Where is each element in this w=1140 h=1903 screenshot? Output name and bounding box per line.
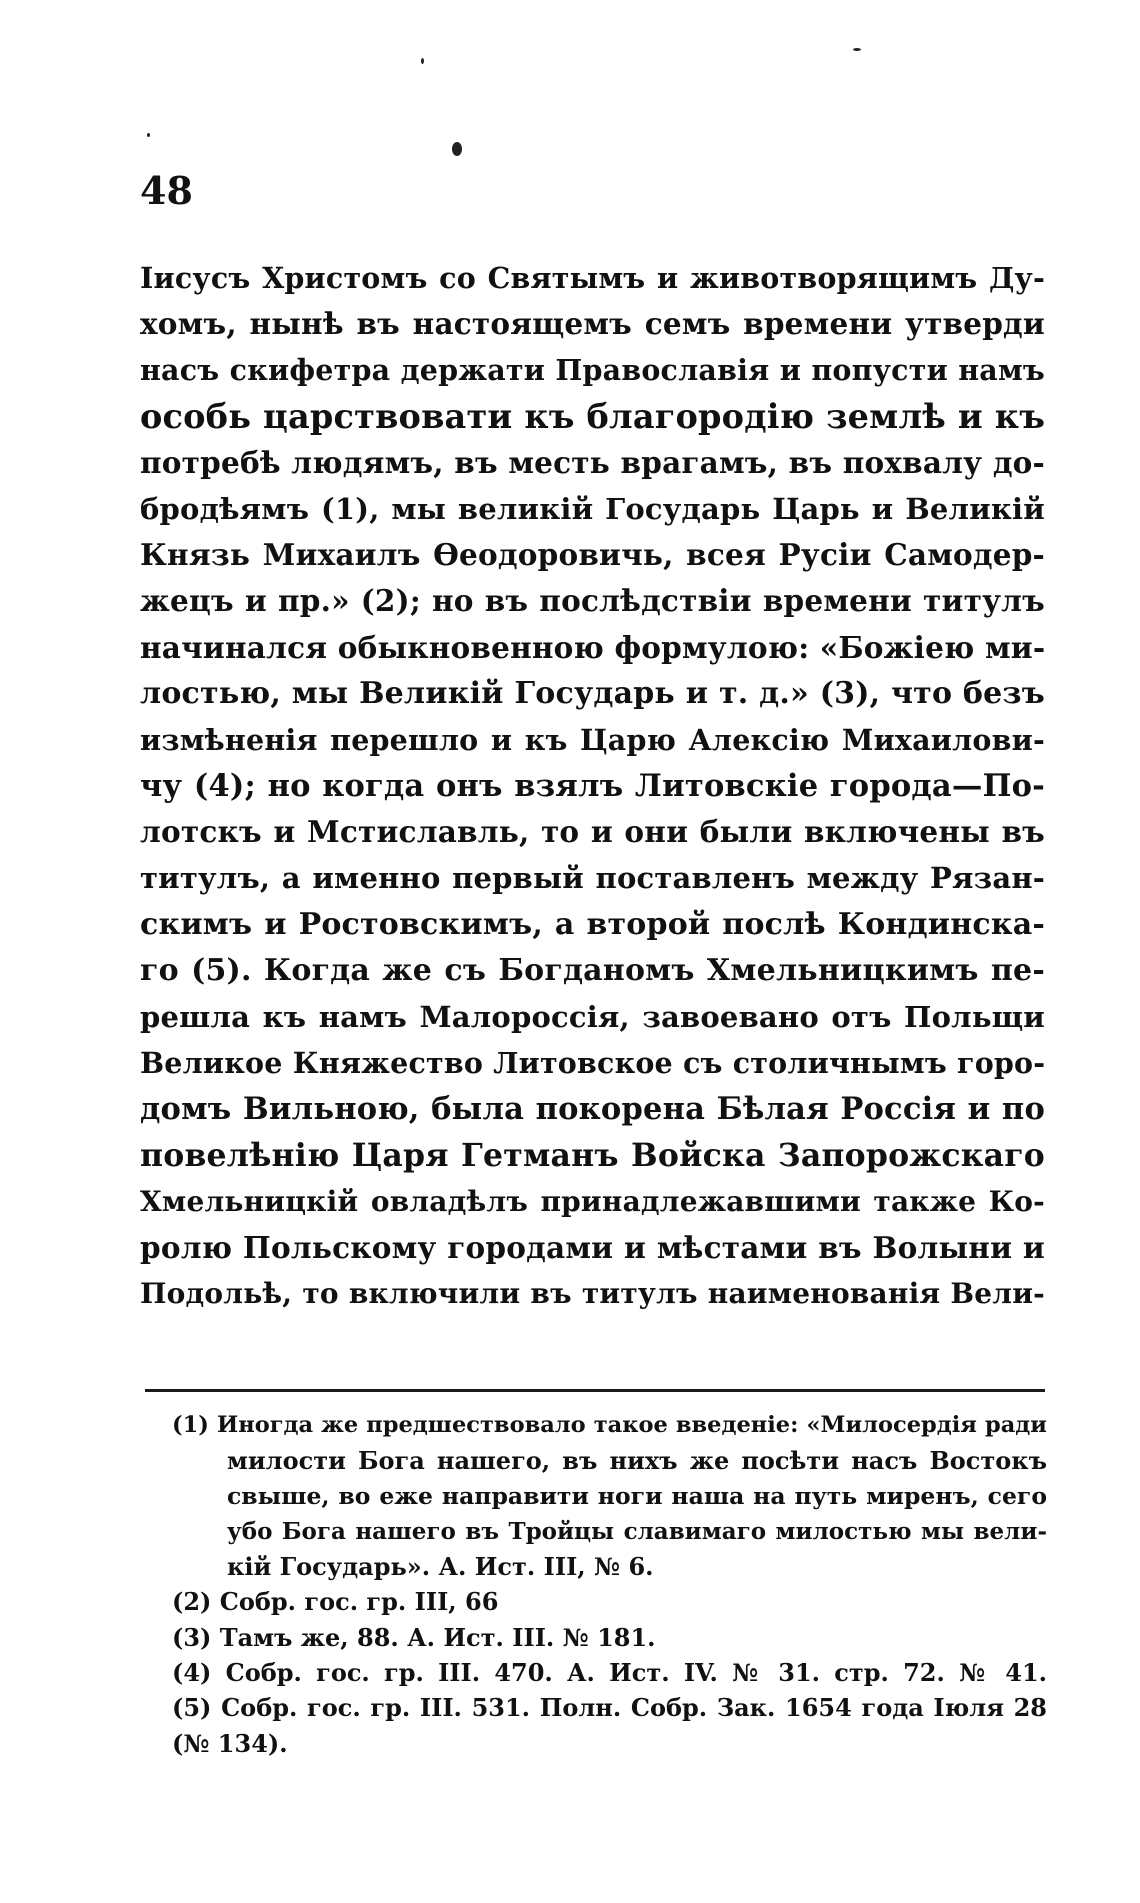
text-line: жецъ и пр.» (2); но въ послѣдствіи времени титулъ [140, 583, 1045, 619]
footnote-4: (4) Собр. гос. гр. III. 470. А. Ист. IV. № 31. стр. 72. № 41. [172, 1658, 1047, 1688]
footnote-1: (1) Иногда же предшествовало такое введеніе: «Милосердія ради [172, 1412, 1047, 1438]
footnote-1-continuation: милости Бога нашего, въ нихъ же посѣти насъ Востокъ [227, 1446, 1047, 1476]
scan-speck [147, 133, 150, 137]
text-line: начинался обыкновенною формулою: «Божіею ми- [140, 629, 1046, 665]
text-line: домъ Вильною, была покорена Бѣлая Россія и по [140, 1091, 1045, 1128]
text-line: лотскъ и Мстиславль, то и они были включены въ [140, 814, 1045, 850]
scan-speck [452, 142, 462, 156]
text-line: го (5). Когда же съ Богданомъ Хмельницкимъ пе- [140, 952, 1045, 988]
text-line: бродѣямъ (1), мы великій Государь Царь и Великій [140, 491, 1045, 526]
footnote-1-continuation: кій Государь». А. Ист. III, № 6. [227, 1552, 654, 1582]
text-line: повелѣнію Царя Гетманъ Войска Запорожскаго [140, 1136, 1045, 1174]
text-line: Хмельницкій овладѣлъ принадлежавшими также Ко- [140, 1184, 1045, 1218]
text-line: титулъ, а именно первый поставленъ между Рязан- [140, 861, 1045, 896]
text-line: лостью, мы Великій Государь и т. д.» (3), что безъ [140, 675, 1045, 711]
footnote-3: (3) Тамъ же, 88. А. Ист. III. № 181. [172, 1622, 656, 1652]
text-line: измѣненія перешло и къ Царю Алексію Михаилови- [140, 722, 1045, 757]
text-line: чу (4); но когда онъ взялъ Литовскіе города—По- [140, 768, 1045, 805]
main-text [140, 255, 1045, 1317]
text-line: ролю Польскому городами и мѣстами въ Волыни и [140, 1229, 1045, 1265]
text-line: Іисусъ Христомъ со Святымъ и животворящимъ Ду- [140, 261, 1045, 295]
text-line: хомъ, нынѣ въ настоящемъ семъ времени утверди [140, 306, 1045, 342]
footnotes [172, 1408, 1047, 1761]
text-line: Подольѣ, то включили въ титулъ наименованія Вели- [140, 1277, 1045, 1311]
footnote-5-continuation: (№ 134). [172, 1728, 288, 1758]
footnote-2: (2) Собр. гос. гр. III, 66 [172, 1587, 499, 1617]
text-line: насъ скифетра держати Православія и попусти намъ [140, 353, 1045, 388]
text-line: особь царствовати къ благородію землѣ и къ [140, 396, 1046, 436]
text-line: скимъ и Ростовскимъ, а второй послѣ Кондинска- [140, 906, 1045, 942]
scan-speck [853, 48, 861, 51]
footnote-1-continuation: свыше, во еже направити ноги наша на путь миренъ, сего [227, 1481, 1047, 1510]
footnote-divider [145, 1389, 1045, 1392]
scan-speck [421, 58, 424, 64]
footnote-1-continuation: убо Бога нашего въ Тройцы славимаго милостью мы вели- [227, 1517, 1047, 1545]
text-line: решла къ намъ Малороссія, завоевано отъ Польщи [140, 1000, 1045, 1034]
text-line: потребѣ людямъ, въ месть врагамъ, въ похвалу до- [140, 444, 1045, 480]
page-number: 48 [140, 168, 193, 213]
footnote-5: (5) Собр. гос. гр. III. 531. Полн. Собр. Зак. 1654 года Іюля 28 [172, 1693, 1047, 1723]
text-line: Князь Михаилъ Ѳеодоровичь, всея Русіи Самодер- [140, 537, 1045, 573]
text-line: Великое Княжество Литовское съ столичнымъ горо- [140, 1046, 1046, 1081]
